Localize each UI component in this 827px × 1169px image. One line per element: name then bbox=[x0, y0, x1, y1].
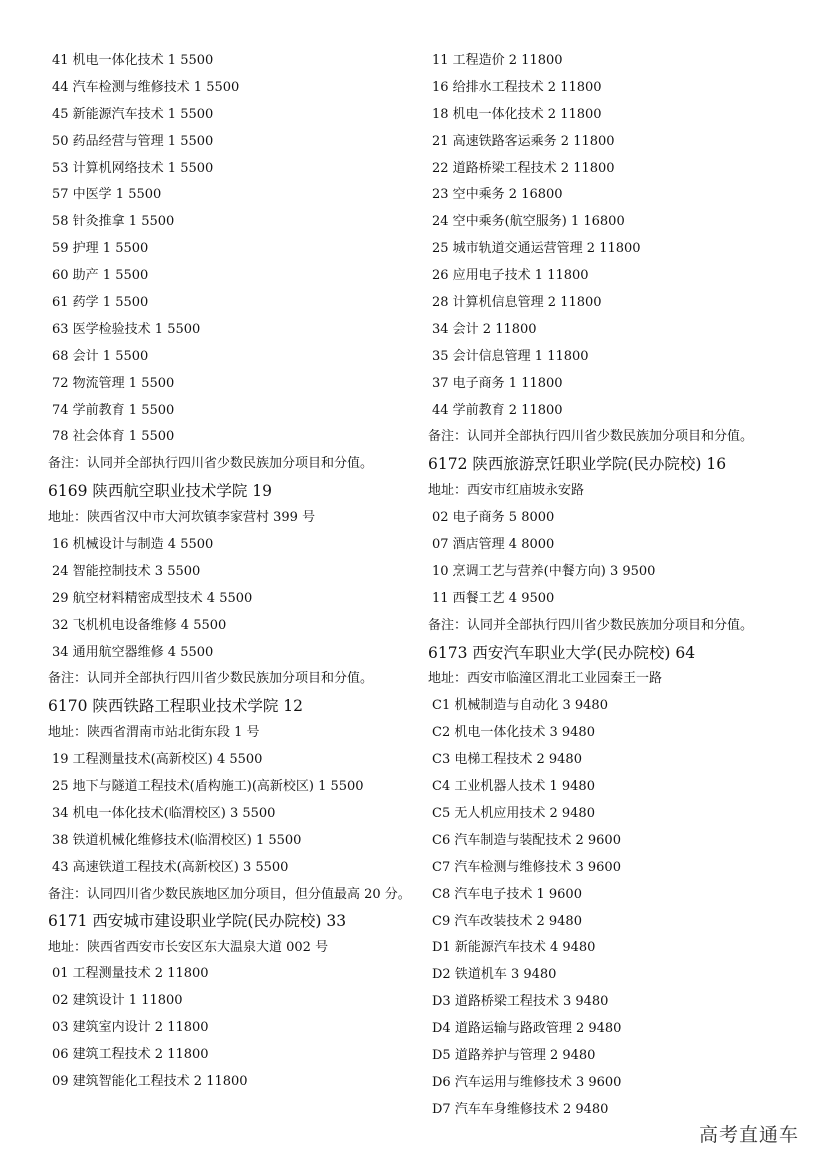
program-line: D5 道路养护与管理 2 9480 bbox=[432, 1047, 596, 1063]
program-line: 19 工程测量技术(高新校区) 4 5500 bbox=[52, 752, 263, 768]
program-line: 11 西餐工艺 4 9500 bbox=[432, 590, 555, 606]
program-line: 16 给排水工程技术 2 11800 bbox=[432, 79, 602, 95]
program-line: C8 汽车电子技术 1 9600 bbox=[432, 886, 582, 902]
note-line: 备注：认同并全部执行四川省少数民族加分项目和分值。 bbox=[48, 671, 374, 687]
program-line: 21 高速铁路客运乘务 2 11800 bbox=[432, 133, 615, 149]
program-line: 24 智能控制技术 3 5500 bbox=[52, 563, 201, 579]
program-line: 02 电子商务 5 8000 bbox=[432, 510, 555, 526]
program-line: 59 护理 1 5500 bbox=[52, 241, 149, 257]
program-line: C7 汽车检测与维修技术 3 9600 bbox=[432, 859, 621, 875]
school-header: 6172 陕西旅游烹饪职业学院(民办院校) 16 bbox=[428, 455, 727, 474]
program-line: C3 电梯工程技术 2 9480 bbox=[432, 752, 582, 768]
address-line: 地址：西安市临潼区渭北工业园秦王一路 bbox=[428, 671, 663, 687]
program-line: 61 药学 1 5500 bbox=[52, 295, 149, 311]
program-line: 35 会计信息管理 1 11800 bbox=[432, 348, 589, 364]
program-line: 16 机械设计与制造 4 5500 bbox=[52, 537, 214, 553]
address-line: 地址：西安市红庙坡永安路 bbox=[428, 483, 585, 499]
program-line: 26 应用电子技术 1 11800 bbox=[432, 268, 589, 284]
program-line: 68 会计 1 5500 bbox=[52, 348, 149, 364]
program-line: 60 助产 1 5500 bbox=[52, 268, 149, 284]
program-line: C9 汽车改装技术 2 9480 bbox=[432, 913, 582, 929]
program-line: 28 计算机信息管理 2 11800 bbox=[432, 295, 602, 311]
program-line: C5 无人机应用技术 2 9480 bbox=[432, 805, 595, 821]
program-line: 45 新能源汽车技术 1 5500 bbox=[52, 106, 214, 122]
left-column bbox=[48, 48, 418, 1096]
program-line: 18 机电一体化技术 2 11800 bbox=[432, 106, 602, 122]
program-line: 01 工程测量技术 2 11800 bbox=[52, 966, 209, 982]
note-line: 备注：认同并全部执行四川省少数民族加分项目和分值。 bbox=[48, 456, 374, 472]
program-line: 63 医学检验技术 1 5500 bbox=[52, 321, 201, 337]
note-line: 备注：认同并全部执行四川省少数民族加分项目和分值。 bbox=[428, 429, 754, 445]
program-line: 34 通用航空器维修 4 5500 bbox=[52, 644, 214, 660]
program-line: C4 工业机器人技术 1 9480 bbox=[432, 779, 595, 795]
program-line: 23 空中乘务 2 16800 bbox=[432, 187, 563, 203]
program-line: 41 机电一体化技术 1 5500 bbox=[52, 53, 214, 68]
program-line: 29 航空材料精密成型技术 4 5500 bbox=[52, 590, 253, 606]
program-line: 34 会计 2 11800 bbox=[432, 321, 537, 337]
school-header: 6169 陕西航空职业技术学院 19 bbox=[48, 482, 273, 501]
program-line: 58 针灸推拿 1 5500 bbox=[52, 214, 175, 230]
program-line: D2 铁道机车 3 9480 bbox=[432, 967, 557, 983]
school-header: 6170 陕西铁路工程职业技术学院 12 bbox=[48, 697, 304, 716]
program-line: 43 高速铁道工程技术(高新校区) 3 5500 bbox=[52, 859, 289, 875]
address-line: 地址：陕西省渭南市站北街东段 1 号 bbox=[48, 725, 260, 741]
program-line: 10 烹调工艺与营养(中餐方向) 3 9500 bbox=[432, 563, 656, 579]
program-line: 02 建筑设计 1 11800 bbox=[52, 993, 183, 1009]
program-line: 74 学前教育 1 5500 bbox=[52, 402, 175, 418]
program-line: C6 汽车制造与装配技术 2 9600 bbox=[432, 832, 621, 848]
program-line: 72 物流管理 1 5500 bbox=[52, 375, 175, 391]
program-line: 24 空中乘务(航空服务) 1 16800 bbox=[432, 214, 625, 230]
program-line: D1 新能源汽车技术 4 9480 bbox=[432, 940, 596, 956]
program-line: 07 酒店管理 4 8000 bbox=[432, 537, 555, 553]
program-line: 53 计算机网络技术 1 5500 bbox=[52, 160, 214, 176]
address-line: 地址：陕西省汉中市大河坎镇李家营村 399 号 bbox=[48, 510, 316, 526]
program-line: 32 飞机机电设备维修 4 5500 bbox=[52, 617, 227, 633]
program-line: 06 建筑工程技术 2 11800 bbox=[52, 1047, 209, 1063]
program-line: 50 药品经营与管理 1 5500 bbox=[52, 133, 214, 149]
program-line: 37 电子商务 1 11800 bbox=[432, 375, 563, 391]
program-line: 11 工程造价 2 11800 bbox=[432, 53, 563, 68]
watermark: 高考直通车 bbox=[698, 1124, 799, 1146]
program-line: 44 学前教育 2 11800 bbox=[432, 402, 563, 418]
program-line: C1 机械制造与自动化 3 9480 bbox=[432, 698, 608, 714]
program-line: D3 道路桥梁工程技术 3 9480 bbox=[432, 994, 609, 1010]
right-column bbox=[428, 48, 803, 1124]
program-line: 44 汽车检测与维修技术 1 5500 bbox=[52, 79, 240, 95]
school-header: 6173 西安汽车职业大学(民办院校) 64 bbox=[428, 643, 696, 662]
program-line: 09 建筑智能化工程技术 2 11800 bbox=[52, 1073, 248, 1089]
school-header: 6171 西安城市建设职业学院(民办院校) 33 bbox=[48, 911, 347, 930]
program-line: C2 机电一体化技术 3 9480 bbox=[432, 725, 595, 741]
program-line: 78 社会体育 1 5500 bbox=[52, 429, 175, 445]
program-line: D4 道路运输与路政管理 2 9480 bbox=[432, 1021, 622, 1037]
note-line: 备注：认同并全部执行四川省少数民族加分项目和分值。 bbox=[428, 617, 754, 633]
program-line: 25 城市轨道交通运营管理 2 11800 bbox=[432, 241, 641, 257]
program-line: D6 汽车运用与维修技术 3 9600 bbox=[432, 1074, 622, 1090]
note-line: 备注：认同四川省少数民族地区加分项目，但分值最高 20 分。 bbox=[48, 886, 411, 902]
program-line: 22 道路桥梁工程技术 2 11800 bbox=[432, 160, 615, 176]
program-line: 57 中医学 1 5500 bbox=[52, 187, 162, 203]
program-line: 34 机电一体化技术(临渭校区) 3 5500 bbox=[52, 805, 276, 821]
address-line: 地址：陕西省西安市长安区东大温泉大道 002 号 bbox=[48, 939, 329, 955]
program-line: 25 地下与隧道工程技术(盾构施工)(高新校区) 1 5500 bbox=[52, 779, 364, 795]
program-line: 38 铁道机械化维修技术(临渭校区) 1 5500 bbox=[52, 832, 302, 848]
program-line: D7 汽车车身维修技术 2 9480 bbox=[432, 1101, 609, 1117]
program-line: 03 建筑室内设计 2 11800 bbox=[52, 1020, 209, 1036]
